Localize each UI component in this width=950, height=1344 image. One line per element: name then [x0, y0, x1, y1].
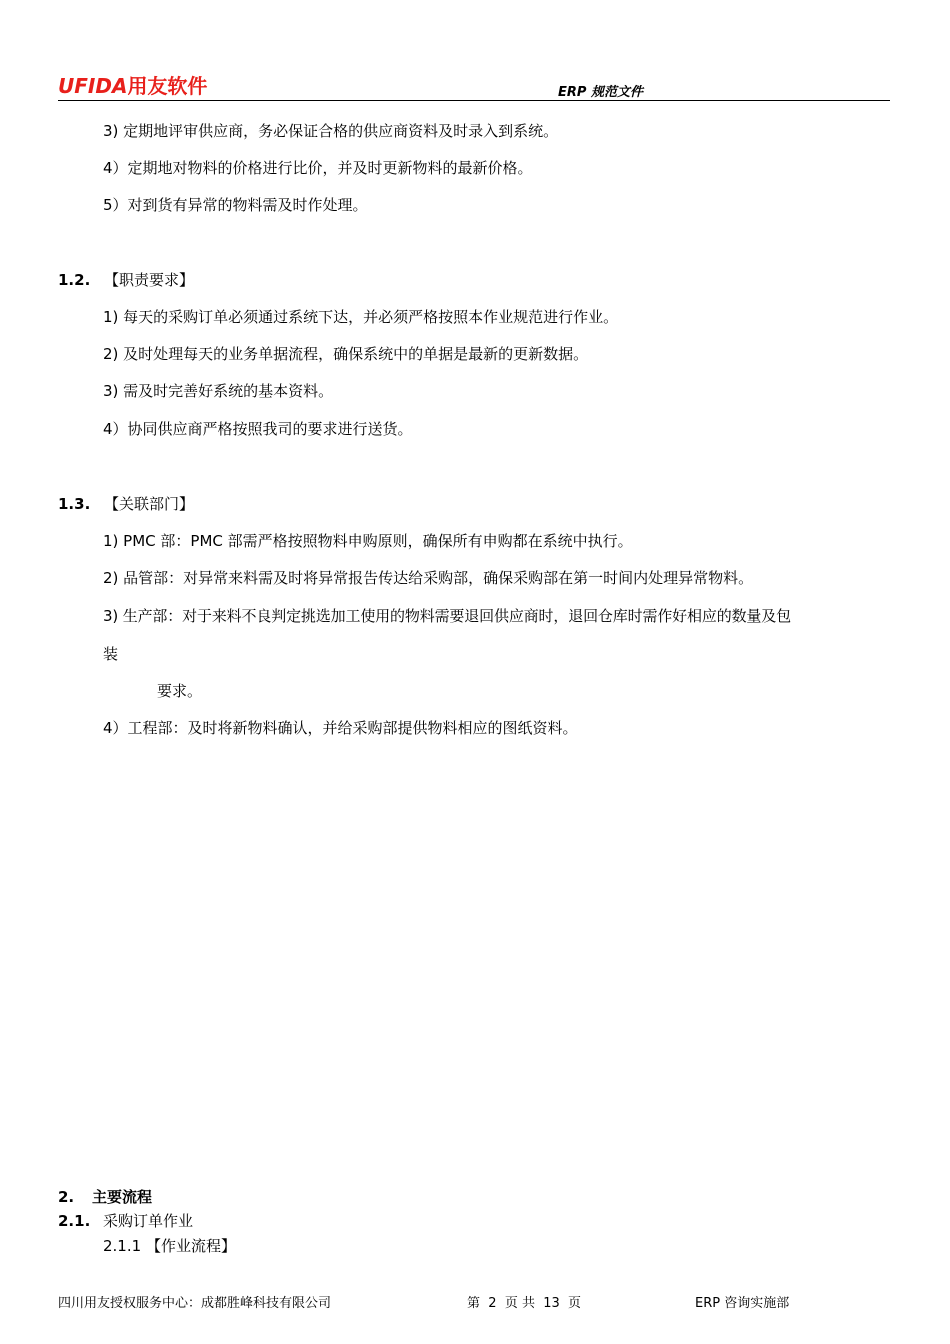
- list-item: 4）协同供应商严格按照我司的要求进行送货。: [103, 420, 413, 438]
- section-heading-2-1: [58, 1210, 193, 1231]
- section-number: 2.1.: [58, 1212, 91, 1230]
- list-item: 4）工程部：及时将新物料确认，并给采购部提供物料相应的图纸资料。: [103, 719, 578, 737]
- footer-page-prefix: 第: [467, 1296, 481, 1311]
- intro-item: 5）对到货有异常的物料需及时作处理。: [103, 196, 368, 214]
- section-title: 【作业流程】: [145, 1237, 236, 1255]
- section-heading-2: [58, 1186, 152, 1207]
- intro-item: 3) 定期地评审供应商，务必保证合格的供应商资料及时录入到系统。: [103, 122, 559, 140]
- section-heading-1-2: [58, 269, 194, 290]
- list-item: 2) 及时处理每天的业务单据流程，确保系统中的单据是最新的更新数据。: [103, 345, 589, 363]
- section-heading-1-3: [58, 493, 194, 514]
- section-title: 【关联部门】: [104, 495, 195, 513]
- list-item: 1) PMC 部：PMC 部需严格按照物料申购原则，确保所有申购都在系统中执行。: [103, 532, 633, 550]
- footer-page-suffix: 页: [568, 1296, 582, 1311]
- header-divider: [58, 100, 890, 101]
- footer-page-current: 2: [488, 1296, 497, 1311]
- logo-brand: UFIDA: [58, 74, 128, 98]
- list-item: 2) 品管部：对异常来料需及时将异常报告传达给采购部，确保采购部在第一时间内处理异常物料。: [103, 569, 754, 587]
- intro-item: 4）定期地对物料的价格进行比价，并及时更新物料的最新价格。: [103, 159, 533, 177]
- footer-company: 四川用友授权服务中心：成都胜峰科技有限公司: [58, 1296, 332, 1311]
- section-title: 采购订单作业: [103, 1212, 194, 1230]
- header-title: ERP 规范文件: [558, 85, 643, 100]
- footer-department: ERP 咨询实施部: [695, 1296, 790, 1311]
- list-item-wrap: 装: [103, 645, 119, 663]
- section-heading-2-1-1: [103, 1235, 236, 1256]
- section-number: 1.3.: [58, 495, 91, 513]
- footer-page-number: [467, 1292, 581, 1311]
- list-item: 3) 需及时完善好系统的基本资料。: [103, 382, 334, 400]
- section-title: 主要流程: [92, 1188, 153, 1206]
- list-item: 1) 每天的采购订单必须通过系统下达，并必须严格按照本作业规范进行作业。: [103, 308, 619, 326]
- logo-chinese-name: 用友软件: [127, 74, 208, 98]
- section-title: 【职责要求】: [104, 271, 195, 289]
- list-item-continuation: 要求。: [157, 682, 203, 700]
- section-number: 2.1.1: [103, 1237, 142, 1255]
- section-number: 1.2.: [58, 271, 91, 289]
- footer-page-total: 13: [543, 1296, 560, 1311]
- list-item: 3) 生产部：对于来料不良判定挑选加工使用的物料需要退回供应商时，退回仓库时需作好相应的数量及包: [103, 607, 791, 625]
- footer-page-mid: 页 共: [504, 1296, 535, 1311]
- company-logo: [58, 70, 207, 99]
- section-number: 2.: [58, 1188, 75, 1206]
